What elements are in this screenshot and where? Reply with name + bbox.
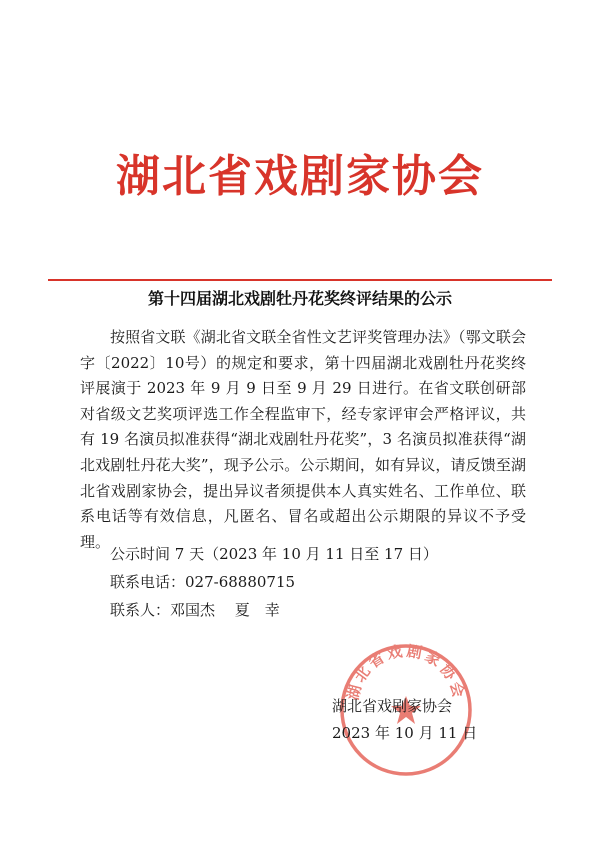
notice-period: 公示时间 7 天（2023 年 10 月 11 日至 17 日） — [110, 545, 438, 563]
document-title: 第十四届湖北戏剧牡丹花奖终评结果的公示 — [147, 289, 452, 308]
red-divider — [48, 279, 552, 281]
body-paragraph: 按照省文联《湖北省文联全省性文艺评奖管理办法》（鄂文联会字〔2022〕10号）的规定和要求，第十四届湖北戏剧牡丹花奖终评展演于 2023 年 9 月 9 日至 9 月 29 日进行。在省文联创研部对省级文艺奖项评选工作全程监审下，经专家评审会严格评议，共有 19 名演员拟准获得“湖北戏剧牡丹花奖”，3 名演员拟准获得“湖北戏剧牡丹花大奖”，现予公示。公示期间，如有异议，请反馈至湖北省戏剧家协会，提出异议者须提供本人真实姓名、工作单位、联系电话等有效信息，凡匿名、冒名或超出公示期限的异议不予受理。 — [80, 328, 526, 551]
signature-date: 2023 年 10 月 11 日 — [332, 724, 478, 742]
signature-org: 湖北省戏剧家协会 — [332, 697, 453, 715]
seal-text: 湖北省戏剧家协会 — [343, 641, 469, 703]
contact-persons: 联系人：邓国杰 夏 幸 — [110, 601, 280, 619]
contact-phone: 联系电话：027-68880715 — [110, 573, 296, 591]
org-letterhead: 湖北省戏剧家协会 — [116, 151, 484, 202]
svg-text:湖北省戏剧家协会 — [344, 642, 469, 702]
